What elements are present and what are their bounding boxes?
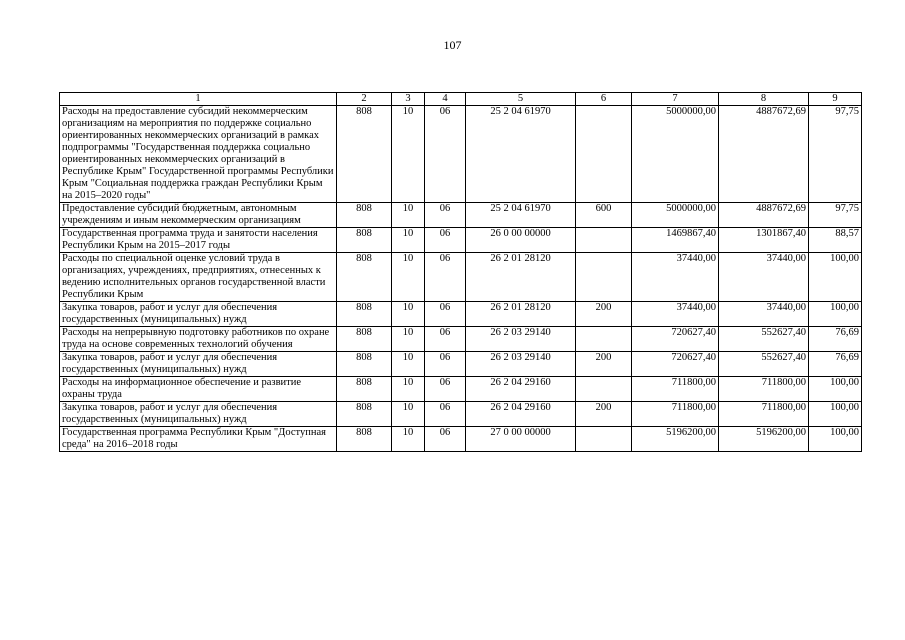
ministry-code: 808	[337, 228, 392, 253]
executed-amount: 552627,40	[719, 327, 809, 352]
subsection-code: 06	[425, 377, 466, 402]
planned-amount: 1469867,40	[632, 228, 719, 253]
expense-type-code	[576, 427, 632, 452]
executed-amount: 37440,00	[719, 302, 809, 327]
row-description: Закупка товаров, работ и услуг для обеспечения государственных (муниципальных) нужд	[60, 352, 337, 377]
target-article-code: 26 2 01 28120	[466, 302, 576, 327]
column-number-row	[60, 93, 862, 106]
column-header: 4	[425, 93, 466, 106]
planned-amount: 5000000,00	[632, 106, 719, 203]
planned-amount: 37440,00	[632, 302, 719, 327]
planned-amount: 37440,00	[632, 253, 719, 302]
subsection-code: 06	[425, 402, 466, 427]
planned-amount: 711800,00	[632, 402, 719, 427]
expense-type-code: 200	[576, 302, 632, 327]
ministry-code: 808	[337, 106, 392, 203]
ministry-code: 808	[337, 402, 392, 427]
ministry-code: 808	[337, 327, 392, 352]
planned-amount: 5000000,00	[632, 203, 719, 228]
section-code: 10	[392, 203, 425, 228]
table-row	[60, 402, 862, 427]
table-row	[60, 302, 862, 327]
table-row	[60, 327, 862, 352]
target-article-code: 26 2 01 28120	[466, 253, 576, 302]
row-description: Государственная программа труда и занятости населения Республики Крым на 2015–2017 годы	[60, 228, 337, 253]
executed-amount: 1301867,40	[719, 228, 809, 253]
section-code: 10	[392, 327, 425, 352]
subsection-code: 06	[425, 253, 466, 302]
budget-table	[59, 92, 862, 452]
expense-type-code	[576, 106, 632, 203]
target-article-code: 26 2 04 29160	[466, 377, 576, 402]
planned-amount: 711800,00	[632, 377, 719, 402]
subsection-code: 06	[425, 106, 466, 203]
executed-amount: 711800,00	[719, 402, 809, 427]
target-article-code: 25 2 04 61970	[466, 203, 576, 228]
table-row	[60, 106, 862, 203]
ministry-code: 808	[337, 427, 392, 452]
execution-percent: 100,00	[809, 427, 862, 452]
section-code: 10	[392, 228, 425, 253]
row-description: Предоставление субсидий бюджетным, автономным учреждениям и иным некоммерческим организациям	[60, 203, 337, 228]
row-description: Расходы на непрерывную подготовку работников по охране труда на основе современных технологий обучения	[60, 327, 337, 352]
column-header: 9	[809, 93, 862, 106]
execution-percent: 76,69	[809, 352, 862, 377]
subsection-code: 06	[425, 352, 466, 377]
table-row	[60, 203, 862, 228]
subsection-code: 06	[425, 302, 466, 327]
table-row	[60, 228, 862, 253]
execution-percent: 100,00	[809, 402, 862, 427]
executed-amount: 552627,40	[719, 352, 809, 377]
section-code: 10	[392, 302, 425, 327]
row-description: Расходы на информационное обеспечение и развитие охраны труда	[60, 377, 337, 402]
expense-type-code: 600	[576, 203, 632, 228]
ministry-code: 808	[337, 203, 392, 228]
expense-type-code	[576, 327, 632, 352]
expense-type-code: 200	[576, 402, 632, 427]
execution-percent: 88,57	[809, 228, 862, 253]
execution-percent: 100,00	[809, 302, 862, 327]
row-description: Государственная программа Республики Крым "Доступная среда" на 2016–2018 годы	[60, 427, 337, 452]
target-article-code: 26 2 04 29160	[466, 402, 576, 427]
expense-type-code	[576, 253, 632, 302]
table-body	[60, 106, 862, 452]
column-header: 5	[466, 93, 576, 106]
row-description: Расходы по специальной оценке условий труда в организациях, учреждениях, предприятиях, отнесенных к ведению исполнительных органов государственной власти Республики Крым	[60, 253, 337, 302]
target-article-code: 27 0 00 00000	[466, 427, 576, 452]
table-row	[60, 253, 862, 302]
section-code: 10	[392, 253, 425, 302]
expense-type-code	[576, 377, 632, 402]
row-description: Закупка товаров, работ и услуг для обеспечения государственных (муниципальных) нужд	[60, 402, 337, 427]
table-row	[60, 377, 862, 402]
ministry-code: 808	[337, 253, 392, 302]
execution-percent: 97,75	[809, 106, 862, 203]
section-code: 10	[392, 377, 425, 402]
target-article-code: 25 2 04 61970	[466, 106, 576, 203]
column-header: 7	[632, 93, 719, 106]
subsection-code: 06	[425, 228, 466, 253]
executed-amount: 711800,00	[719, 377, 809, 402]
ministry-code: 808	[337, 352, 392, 377]
planned-amount: 720627,40	[632, 327, 719, 352]
target-article-code: 26 2 03 29140	[466, 352, 576, 377]
section-code: 10	[392, 402, 425, 427]
page-number: 107	[443, 38, 462, 52]
execution-percent: 100,00	[809, 253, 862, 302]
expense-type-code: 200	[576, 352, 632, 377]
subsection-code: 06	[425, 427, 466, 452]
ministry-code: 808	[337, 377, 392, 402]
table-row	[60, 352, 862, 377]
execution-percent: 97,75	[809, 203, 862, 228]
target-article-code: 26 0 00 00000	[466, 228, 576, 253]
column-header: 1	[60, 93, 337, 106]
section-code: 10	[392, 352, 425, 377]
column-header: 8	[719, 93, 809, 106]
subsection-code: 06	[425, 327, 466, 352]
execution-percent: 100,00	[809, 377, 862, 402]
column-header: 3	[392, 93, 425, 106]
section-code: 10	[392, 106, 425, 203]
expense-type-code	[576, 228, 632, 253]
executed-amount: 5196200,00	[719, 427, 809, 452]
row-description: Расходы на предоставление субсидий некоммерческим организациям на мероприятия по поддержке социально ориентированных некоммерческих организаций в рамках подпрограммы "Государственная поддержка социально ориентированных некоммерческих организаций в Республике Крым" Государственной программы Республики Крым "Социальная поддержка граждан Республики Крым на 2015–2020 годы"	[60, 106, 337, 203]
executed-amount: 37440,00	[719, 253, 809, 302]
planned-amount: 5196200,00	[632, 427, 719, 452]
planned-amount: 720627,40	[632, 352, 719, 377]
section-code: 10	[392, 427, 425, 452]
table-row	[60, 427, 862, 452]
ministry-code: 808	[337, 302, 392, 327]
executed-amount: 4887672,69	[719, 203, 809, 228]
target-article-code: 26 2 03 29140	[466, 327, 576, 352]
column-header: 2	[337, 93, 392, 106]
column-header: 6	[576, 93, 632, 106]
execution-percent: 76,69	[809, 327, 862, 352]
row-description: Закупка товаров, работ и услуг для обеспечения государственных (муниципальных) нужд	[60, 302, 337, 327]
subsection-code: 06	[425, 203, 466, 228]
executed-amount: 4887672,69	[719, 106, 809, 203]
